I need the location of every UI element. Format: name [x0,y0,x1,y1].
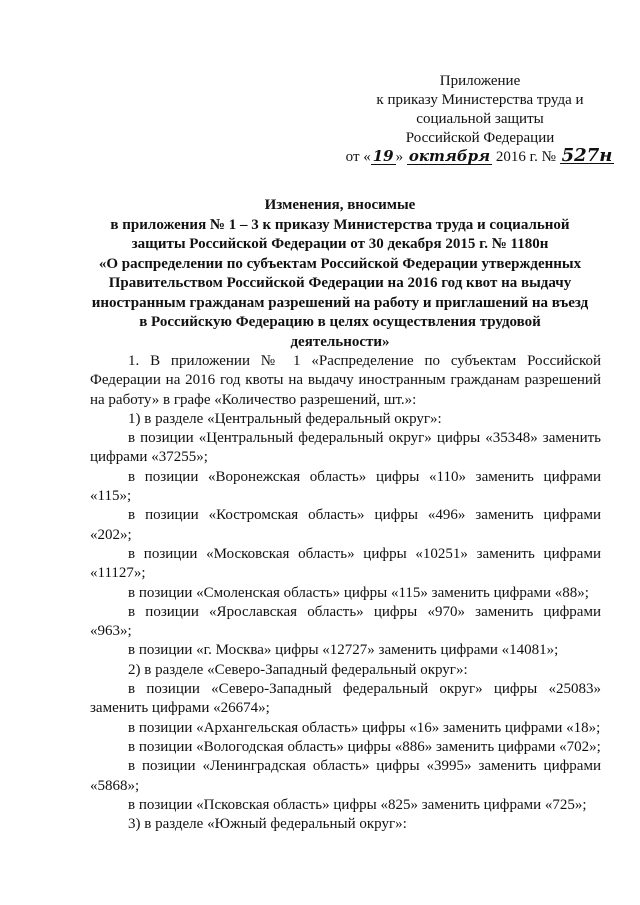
item-leningrad: в позиции «Ленинградская область» цифры «3995» заменить цифрами «5868»; [90,758,601,794]
date-mid: » [395,149,407,165]
order-date-line [345,145,615,167]
title-line: деятельности» [290,333,390,350]
appendix-header [345,72,615,167]
item-arkhangelsk: в позиции «Архангельская область» цифры «16» заменить цифрами «18»; [128,719,601,736]
section-central: 1) в разделе «Центральный федеральный округ»: [128,410,442,427]
header-line-3: социальной защиты [416,111,544,127]
title-line: «О распределении по субъектам Российской Федерации утвержденных [98,255,582,272]
item-vologda: в позиции «Вологодская область» цифры «886» заменить цифрами «702»; [128,738,601,755]
header-line-1: Приложение [439,73,521,89]
title-line: Изменения, вносимые [264,197,416,213]
header-line-2: к приказу Министерства труда и [376,92,584,108]
section-south: 3) в разделе «Южный федеральный округ»: [128,816,407,833]
title-line: в Российскую Федерацию в целях осуществления трудовой [139,314,541,330]
handwritten-month: октября [408,147,491,165]
title-line: защиты Российской Федерации от 30 декабря 2015 г. № 1180н [131,236,549,252]
item-central-district: в позиции «Центральный федеральный округ» цифры «35348» заменить цифрами «37255»; [90,430,601,466]
title-line: иностранным гражданам разрешений на работу и приглашений на въезд [91,294,589,311]
handwritten-order-number: 527н [561,145,613,166]
document-title [80,196,600,352]
item-smolensk: в позиции «Смоленская область» цифры «115» заменить цифрами «88»; [128,584,589,601]
header-line-4: Российской Федерации [405,130,555,146]
item-yaroslavl: в позиции «Ярославская область» цифры «970» заменить цифрами «963»; [90,603,601,640]
item-moscow-oblast: в позиции «Московская область» цифры «10251» заменить цифрами «11127»; [90,545,601,582]
item-pskov: в позиции «Псковская область» цифры «825» заменить цифрами «725»; [128,796,587,813]
item-kostroma: в позиции «Костромская область» цифры «496» заменить цифрами «202»; [90,507,601,543]
date-year: 2016 г. № [492,149,560,165]
date-prefix: от « [345,149,371,165]
title-line: Правительством Российской Федерации на 2016 год квот на выдачу [108,275,572,291]
item-voronezh: в позиции «Воронежская область» цифры «110» заменить цифрами «115»; [90,468,601,505]
section-northwest: 2) в разделе «Северо-Западный федеральный округ»: [128,661,468,678]
handwritten-day: 19 [372,147,394,165]
document-body [90,352,601,834]
paragraph-1: 1. В приложении № 1 «Распределение по субъектам Российской Федерации на 2016 год квоты на выдачу иностранным гражданам разрешений на работу» в графе «Количество разрешений, шт.»: [90,353,601,408]
item-moscow-city: в позиции «г. Москва» цифры «12727» заменить цифрами «14081»; [128,642,559,659]
item-northwest-district: в позиции «Северо-Западный федеральный округ» цифры «25083» заменить цифрами «26674»; [90,681,601,717]
title-line: в приложения № 1 – 3 к приказу Министерства труда и социальной [110,216,570,233]
